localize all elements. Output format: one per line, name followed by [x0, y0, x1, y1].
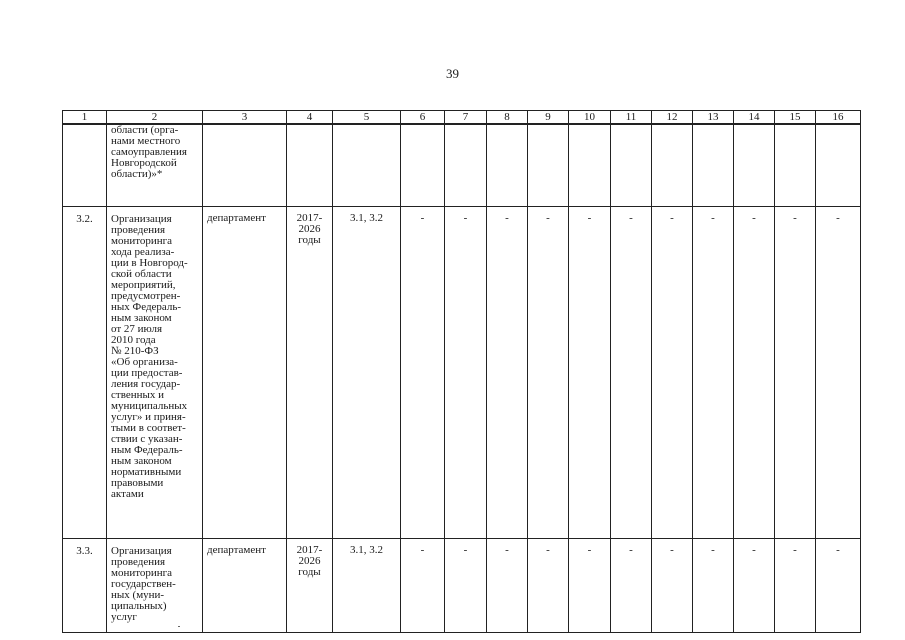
col-header: 4 [287, 111, 333, 125]
col-header: 11 [611, 111, 652, 125]
name-line: нами местного [111, 135, 181, 147]
name-line: Организация [111, 545, 172, 557]
responsible-cell: департамент [203, 207, 287, 539]
name-line: ных Федераль- [111, 301, 182, 313]
responsible-cell: департамент [203, 539, 287, 633]
col-header: 10 [569, 111, 611, 125]
name-line: хода реализа- [111, 246, 175, 258]
name-line: № 210-ФЗ [111, 345, 159, 357]
col-header: 5 [333, 111, 401, 125]
funding-cell: - [528, 207, 569, 539]
col-header: 15 [775, 111, 816, 125]
name-line: Новгородской [111, 157, 177, 169]
years-line: 2026 [298, 555, 321, 567]
years-line: 2026 [298, 223, 321, 235]
name-line: ным Федераль- [111, 444, 183, 456]
funding-cell [528, 124, 569, 207]
funding-cell [611, 124, 652, 207]
name-line: муниципальных [111, 400, 188, 412]
name-line: ции в Новгород- [111, 257, 188, 269]
name-line: от 27 июля [111, 323, 163, 335]
col-header: 7 [445, 111, 487, 125]
period-cell [287, 539, 333, 633]
name-line: 2010 года [111, 334, 156, 346]
name-line: правовыми [111, 477, 164, 489]
col-header: 13 [693, 111, 734, 125]
name-line: услуг» и приня- [111, 411, 186, 423]
funding-cell: - [652, 539, 693, 633]
funding-cell: - [569, 207, 611, 539]
name-line: ской области [111, 268, 172, 280]
funding-cell: - [693, 207, 734, 539]
funding-cell: - [652, 207, 693, 539]
funding-cell: - [775, 539, 816, 633]
funding-cell: - [401, 207, 445, 539]
funding-cell [775, 124, 816, 207]
table-row [63, 539, 861, 633]
name-line: предусмотрен- [111, 290, 181, 302]
col-header: 9 [528, 111, 569, 125]
col-header: 8 [487, 111, 528, 125]
funding-cell: - [775, 207, 816, 539]
header-row [63, 111, 861, 125]
col-header: 3 [203, 111, 287, 125]
col-header: 6 [401, 111, 445, 125]
funding-cell [652, 124, 693, 207]
funding-cell [693, 124, 734, 207]
funding-cell [401, 124, 445, 207]
funding-cell: - [487, 207, 528, 539]
funding-cell: - [816, 207, 861, 539]
indicators-cell [333, 124, 401, 207]
funding-cell: - [401, 539, 445, 633]
table-row [63, 124, 861, 207]
funding-cell: - [734, 539, 775, 633]
name-line: ным законом [111, 455, 172, 467]
funding-cell: - [445, 539, 487, 633]
years-line: годы [298, 566, 321, 578]
name-line: тыми в соответ- [111, 422, 186, 434]
funding-cell: - [611, 539, 652, 633]
funding-cell [734, 124, 775, 207]
funding-cell [569, 124, 611, 207]
funding-cell: - [611, 207, 652, 539]
name-line: ствии с указан- [111, 433, 183, 445]
years-line: 2017- [296, 212, 323, 224]
col-header: 16 [816, 111, 861, 125]
funding-cell [445, 124, 487, 207]
responsible-cell [203, 124, 287, 207]
name-line: государствен- [111, 578, 176, 590]
item-number-cell: 3.3. [63, 539, 107, 633]
funding-cell: - [445, 207, 487, 539]
name-line: «Об организа- [111, 356, 178, 368]
page-number: 39 [446, 66, 459, 81]
name-line: мониторинга [111, 235, 173, 247]
indicators-cell: 3.1, 3.2 [333, 539, 401, 633]
name-line: проведения [111, 224, 166, 236]
indicators-cell: 3.1, 3.2 [333, 207, 401, 539]
name-line: ственных и [111, 389, 165, 401]
years-line: 2017- [296, 544, 323, 556]
name-line: ципальных) [111, 600, 167, 612]
table-row [63, 207, 861, 539]
name-line: ным законом [111, 312, 172, 324]
period-cell [287, 207, 333, 539]
plan-table [62, 110, 861, 633]
funding-cell: - [569, 539, 611, 633]
name-line: области (орга- [111, 124, 179, 136]
col-header: 1 [63, 111, 107, 125]
funding-cell: - [734, 207, 775, 539]
item-number-cell [63, 124, 107, 207]
funding-cell [487, 124, 528, 207]
funding-cell [816, 124, 861, 207]
name-line: ных (муни- [111, 589, 165, 601]
activity-name-cell [107, 207, 203, 539]
stray-mark [178, 626, 180, 627]
col-header: 14 [734, 111, 775, 125]
funding-cell: - [528, 539, 569, 633]
name-line: услуг [111, 611, 137, 623]
name-line: мониторинга [111, 567, 173, 579]
name-line: проведения [111, 556, 166, 568]
name-line: ции предостав- [111, 367, 183, 379]
funding-cell: - [816, 539, 861, 633]
activity-name-cell [107, 124, 203, 207]
col-header: 2 [107, 111, 203, 125]
years-line: годы [298, 234, 321, 246]
funding-cell: - [693, 539, 734, 633]
name-line: нормативными [111, 466, 182, 478]
name-line: области)»* [111, 168, 163, 180]
name-line: актами [111, 488, 144, 500]
funding-cell: - [487, 539, 528, 633]
name-line: ления государ- [111, 378, 181, 390]
name-line: самоуправления [111, 146, 187, 158]
name-line: Организация [111, 213, 172, 225]
activity-name-cell [107, 539, 203, 633]
col-header: 12 [652, 111, 693, 125]
name-line: мероприятий, [111, 279, 176, 291]
item-number-cell: 3.2. [63, 207, 107, 539]
period-cell [287, 124, 333, 207]
